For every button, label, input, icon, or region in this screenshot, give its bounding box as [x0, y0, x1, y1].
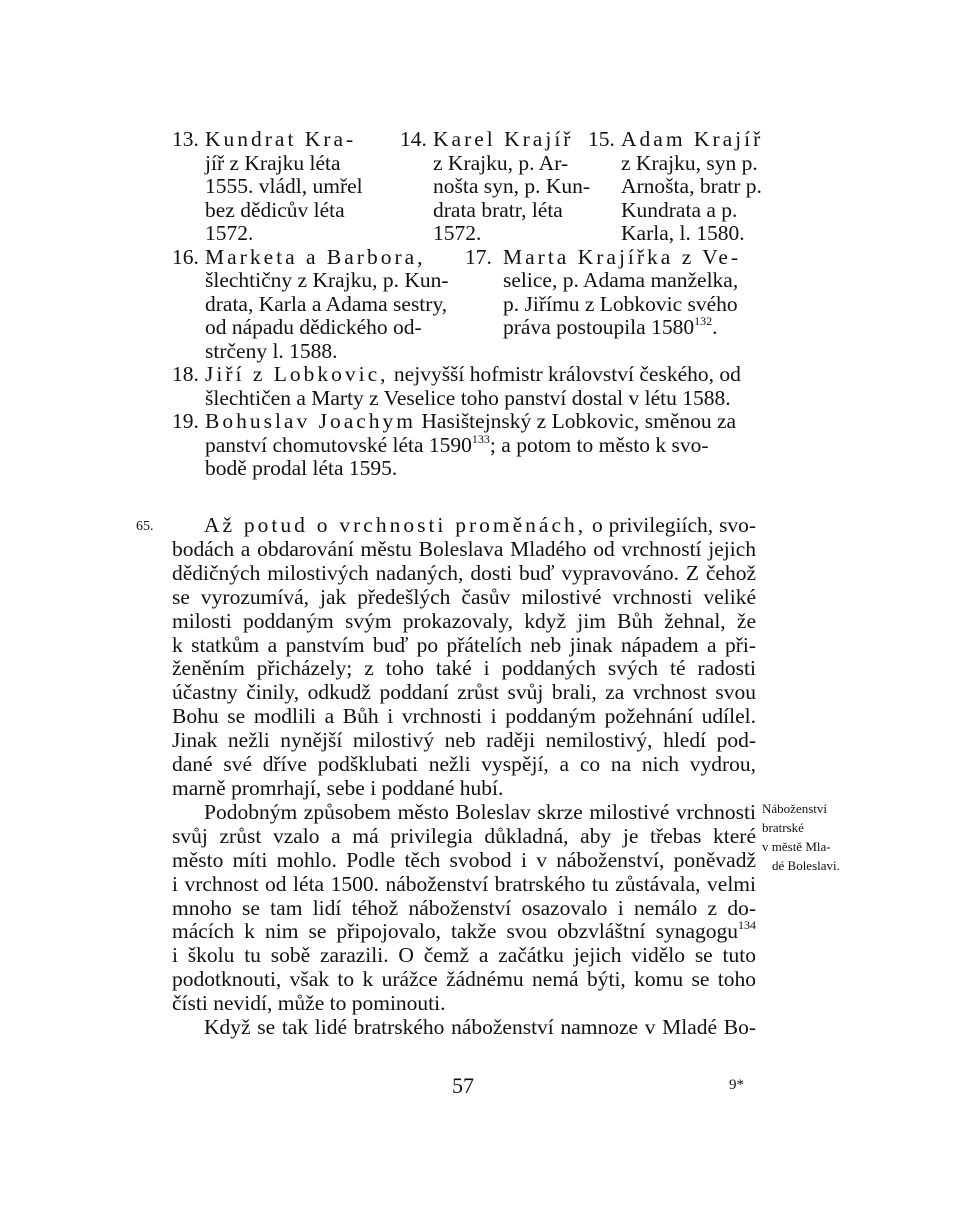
- text-line: bodách a obdarování městu Boleslava Mladého od vrchností jejich: [172, 536, 756, 561]
- entry-name: Kundrat Kra-: [205, 127, 357, 151]
- entry-number: 17.: [465, 244, 492, 269]
- entry-line: [172, 362, 741, 386]
- entry-line-text: Hasištejnský z Lobkovic, směnou za: [416, 409, 737, 433]
- entry-line: 1555. vládl, umřel: [205, 174, 363, 198]
- genealogy-entry-19: [172, 410, 758, 481]
- entry-line: [172, 409, 736, 433]
- text-line: ženěním přicházely; z toho také i poddaných svých té radosti: [172, 656, 756, 681]
- footnote-ref: 133: [471, 431, 490, 446]
- text-line: [172, 920, 756, 944]
- entry-number: 16.: [172, 244, 199, 269]
- entry-line: jíř z Krajku léta: [205, 150, 341, 175]
- paragraph-1: [172, 514, 756, 801]
- text-line: podotknouti, však to k urážce žádnému nemá býti, komu se toho: [172, 967, 756, 992]
- margin-note-line: bratrské: [762, 820, 804, 835]
- genealogy-row-1: [172, 127, 764, 246]
- text-line: i vrchnost od léta 1500. náboženství bratrského tu zůstávala, velmi: [172, 871, 756, 896]
- margin-note-line: Náboženství: [762, 801, 827, 816]
- text-line: marně promrhají, sebe i poddané hubí.: [172, 775, 504, 800]
- text-line: čísti nevidí, může to pominouti.: [172, 991, 446, 1016]
- text-line: Jinak nežli nynější milostivý neb raději nemilostivý, hledí pod-: [172, 728, 756, 753]
- genealogy-entry-18: [172, 363, 758, 410]
- entry-line: nošta syn, p. Kun-: [433, 174, 591, 198]
- entry-line: Arnošta, bratr p.: [621, 174, 762, 198]
- text-line: mnoho se tam lidí téhož náboženství osazovalo i nemálo z do-: [172, 895, 756, 920]
- paragraph-2: [172, 801, 756, 1016]
- text-line: se vyrozumívá, jak předešlých časův milostivé vrchnosti veliké: [172, 584, 756, 609]
- genealogy-list: [172, 127, 764, 481]
- margin-note: [762, 799, 862, 875]
- text-line: Podobným způsobem město Boleslav skrze milostivé vrchnosti: [204, 799, 756, 824]
- entry-line-tail: .: [712, 315, 718, 339]
- text-line: [172, 514, 756, 538]
- entry-line-text: práva postoupila 1580: [503, 315, 695, 339]
- entry-line: šlechtičny z Krajku, p. Kun-: [205, 268, 449, 292]
- entry-line: drata, Karla a Adama sestry,: [205, 291, 448, 316]
- text-line: město míti mohlo. Podle těch svobod i v náboženství, poněvadž: [172, 847, 756, 872]
- entry-number: 13.: [172, 127, 199, 151]
- entry-line: Karla, l. 1580.: [621, 221, 745, 245]
- genealogy-entry-16: [172, 246, 465, 364]
- entry-number: 14.: [400, 127, 427, 151]
- text-line: svůj zrůst vzalo a má privilegia důkladná, aby je třebas které: [172, 823, 756, 848]
- entry-name: Karel Krajíř: [433, 127, 574, 151]
- lead-words: Až potud o vrchnosti proměnách,: [204, 513, 587, 537]
- entry-line: selice, p. Adama manželka,: [503, 268, 739, 292]
- text-line: i školu tu sobě zarazili. O čemž a začátku jejich vidělo se tuto: [172, 943, 756, 968]
- footnote-ref: 132: [694, 314, 713, 328]
- entry-line: z Krajku, syn p.: [621, 150, 758, 175]
- text-line: účastny činily, odkudž poddaní zrůst svůj brali, za vrchnost svou: [172, 680, 756, 705]
- margin-note-line: dé Boleslavi.: [772, 858, 840, 873]
- entry-line: 1572.: [433, 221, 482, 245]
- genealogy-entry-14: [400, 127, 591, 246]
- margin-note-line: v městě Mla-: [762, 839, 831, 854]
- entry-line-text: nejvyšší hofmistr království českého, od: [388, 362, 741, 386]
- entry-line: [503, 316, 758, 340]
- entry-line-text: panství chomutovské léta 1590: [205, 432, 472, 457]
- text-line: Když se tak lidé bratrského náboženství namnoze v Mladé Bo-: [204, 1015, 756, 1040]
- genealogy-entry-17: [465, 246, 758, 364]
- genealogy-entry-15: [588, 127, 764, 246]
- entry-line: strčeny l. 1588.: [205, 338, 338, 363]
- paragraph-3: [172, 1016, 756, 1040]
- section-number: 65.: [136, 519, 154, 534]
- entry-line-text: ; a potom to město k svo-: [489, 432, 709, 457]
- text-line: milosti poddaným svým prokazovaly, když jim Bůh žehnal, že: [172, 608, 756, 633]
- entry-line: drata bratr, léta: [433, 197, 563, 222]
- text-line: k statkům a panstvím buď po přátelích neb jinak nápadem a při-: [172, 632, 756, 657]
- body-text: [172, 514, 756, 1040]
- entry-number: 15.: [588, 127, 615, 151]
- page-number: 57: [452, 1073, 474, 1098]
- entry-name: Jiří z Lobkovic,: [205, 362, 389, 386]
- genealogy-row-2: [172, 246, 758, 364]
- text-line: dědičných milostivých nadaných, dosti buď vypravováno. Z čehož: [172, 560, 756, 585]
- entry-line: p. Jiřímu z Lobkovic svého: [503, 291, 738, 316]
- entry-name: Adam Krajíř: [621, 127, 764, 151]
- text-line: dané své dříve podšklubati nežli vyspějí, a co na nich vydrou,: [172, 752, 756, 777]
- footnote-ref: 134: [738, 918, 756, 933]
- entry-name: Bohuslav Joachym: [205, 409, 417, 433]
- entry-number: 18.: [172, 362, 199, 386]
- entry-line: 1572.: [205, 221, 254, 245]
- entry-number: 19.: [172, 409, 199, 433]
- entry-name: Marta Krajířka z Ve-: [503, 244, 742, 269]
- text-line: Bohu se modlili a Bůh i vrchnosti i poddaným požehnání udílel.: [172, 704, 756, 729]
- text-line-rest: o privilegiích, svo-: [586, 513, 757, 537]
- entry-line: bez dědicův léta: [205, 197, 345, 222]
- signature-mark: 9*: [729, 1077, 744, 1093]
- text-line-text: mácích k nim se připojovalo, takže svou obzvláštní synagogu: [172, 919, 738, 944]
- entry-line: [172, 431, 758, 458]
- entry-line: z Krajku, p. Ar-: [433, 150, 569, 175]
- entry-line: Kundrata a p.: [621, 197, 738, 222]
- entry-line: šlechtičen a Marty z Veselice toho panství dostal v létu 1588.: [205, 385, 731, 410]
- entry-line: bodě prodal léta 1595.: [205, 456, 398, 480]
- genealogy-entry-13: [172, 128, 400, 246]
- entry-line: od nápadu dědického od-: [205, 315, 422, 339]
- entry-name: Marketa a Barbora,: [205, 244, 426, 269]
